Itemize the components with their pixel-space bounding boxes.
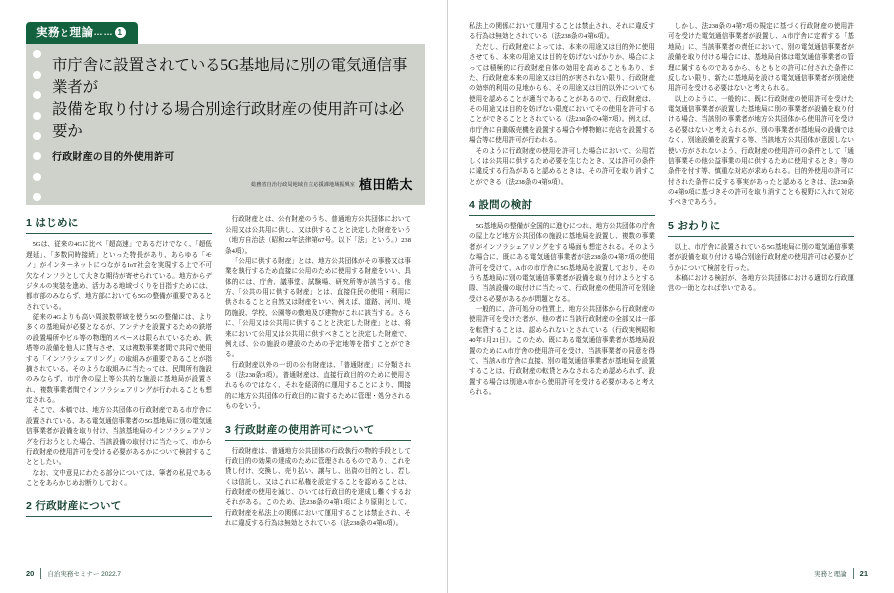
dot-rail-decoration bbox=[33, 50, 45, 201]
rail-dot-icon bbox=[33, 193, 41, 201]
rail-dot-icon bbox=[33, 132, 41, 140]
series-tab-number: 1 bbox=[115, 27, 126, 38]
paragraph: なお、文中意見にわたる部分については、筆者の私見であることをあらかじめお断りしておく。 bbox=[26, 469, 212, 487]
rail-dot-icon bbox=[33, 71, 41, 79]
right-page bbox=[447, 0, 894, 593]
section-name: 実務と理論 bbox=[814, 571, 847, 578]
article-title-line-1: 市庁舎に設置されている5G基地局に別の電気通信事業者が bbox=[52, 57, 408, 97]
right-page-footer bbox=[814, 568, 868, 579]
rail-dot-icon bbox=[33, 173, 41, 181]
paragraph: 私法上の関係において運用することは禁止され、それに違反する行為は無効とされている（法238条の4第6項）。 bbox=[469, 23, 655, 41]
page-gutter bbox=[447, 0, 448, 593]
title-block bbox=[26, 44, 425, 205]
column-1 bbox=[26, 215, 212, 529]
author-byline bbox=[52, 174, 413, 194]
section-heading-3: 3 行政財産の使用許可について bbox=[225, 422, 411, 441]
section-heading-2: 2 行政財産について bbox=[26, 498, 212, 517]
page-number: 20 bbox=[26, 569, 35, 578]
article-subtitle: 行政財産の目的外使用許可 bbox=[52, 152, 175, 164]
paragraph: 行政財産以外の一切の公有財産は、「普通財産」に分類される（法238条3項）。普通財産は、直接行政目的のために使用されるものではなく、それを経済的に運用することにより、間接的に地方公共団体の行政目的に資するために管理・処分されるものをいう。 bbox=[225, 361, 411, 411]
series-tab-label: 実務 bbox=[36, 27, 60, 39]
right-page-columns bbox=[469, 22, 868, 398]
paragraph: 本稿における検討が、各地方公共団体における適切な行政運営の一助となれば幸いである。 bbox=[668, 274, 854, 293]
series-tab-dots: …… bbox=[93, 27, 114, 37]
article-header bbox=[26, 22, 425, 205]
section-heading-5: 5 おわりに bbox=[668, 218, 854, 237]
rail-dot-icon bbox=[33, 50, 41, 58]
column-3 bbox=[469, 22, 655, 398]
left-page-columns bbox=[26, 215, 425, 529]
paragraph: ただし、行政財産によっては、本来の用途又は目的外に使用させても、本来の用途又は目的を妨げないばかりか、場合によっては積極的に行政財産自体の効用を高めることもあり、また、行政財産本来の用途又は目的が害されない限り、行政財産の効率的利用の見地からも、その用途又は目的以外についても使用を認めることが適当であることがあるので、行政財産は、その用途又は目的を妨げない限度においてその使用を許可することができることとされている（法238条の4第7項）。例えば、市庁舎に自動販売機を設置する場合や博物館に売店を設置する場合等に使用許可が行われる。 bbox=[469, 43, 655, 145]
paragraph: 「公用に供する財産」とは、地方公共団体がその事務又は事業を執行するため直接に公用のために使用する財産をいい、具体的には、庁舎、議事堂、試験場、研究所等が該当する。他方、「公共の用に供する財産」とは、直接住民の使用・利用に供されることと自然又は財産をいい、例えば、道路、河川、堤防施設、学校、公園等の敷地及び建物がこれに該当する。さらに、「公用又は公共用に供することと決定した財産」とは、将来において公用又は公共用に供すべきことと決定した財産で、例えば、公の施設の建設のための予定地等を指すことができる。 bbox=[225, 257, 411, 359]
paragraph: 5Gは、従来の4Gに比べ「超高速」であるだけでなく、「超低遅延」、「多数同時接続」といった特長があり、あらゆる「モノ」がインターネットにつながるIoT社会を実現する上で不可欠なインフラとして大きな期待が寄せられている。地方からデジタルの実装を進め、活力ある地域づくりを目指すためには、都市部のみならず、地方部においても5Gの整備が重要であるとされている。 bbox=[26, 241, 212, 311]
left-page-footer bbox=[26, 568, 121, 579]
section-heading-1: 1 はじめに bbox=[26, 215, 212, 234]
paragraph: 従来の4Gよりも高い周波数帯域を使う5Gの整備には、より多くの基地局が必要となるが、アンテナを設置するための鉄塔の設置場所やビル等の物理的スペースは限られているため、鉄塔等の設備を他人に貸与させ、又は複数事業者間で共同で使用する「インフラシェアリング」の取組みが重要であることが指摘されている。そのような取組みに当たっては、民間所有施設のみならず、市庁舎の屋上等公共的な施設に基地局が設置され、複数事業者間でインフラシェアリングが行われることも想定される。 bbox=[26, 314, 212, 404]
paragraph: 5G基地局の整備が全国的に進むにつれ、地方公共団体の庁舎の屋上など地方公共団体の施設に基地局を設置し、複数の事業者がインフラシェアリングをする場面も想定される。そのような場合に、既にある電気通信事業者が法238条の4第7項の使用許可を受けて、A市の市庁舎に5G基地局を設置しており、そのうち基地局に別の電気通信事業者が設備を取り付けようとする際、当該設備の取付けに当たって、行政財産の使用許可を別途受ける必要があるかが問題となる。 bbox=[469, 223, 655, 303]
paragraph: 以上、市庁舎に設置されている5G基地局に別の電気通信事業者が設備を取り付ける場合別途行政財産の使用許可は必要かどうかについて検討を行った。 bbox=[668, 243, 854, 272]
paragraph: そのように行政財産の使用を許可した場合において、公用若しくは公共用に供するため必要を生じたとき、又は許可の条件に違反する行為があると認めるときは、その許可を取り消すことができる（法238条の4第9項）。 bbox=[469, 147, 655, 186]
rail-dot-icon bbox=[33, 112, 41, 120]
paragraph: 以上のように、一般的に、既に行政財産の使用許可を受けた電気通信事業者が設置した基地局に別の事業者が設備を取り付ける場合、当該別の事業者が地方公共団体から使用許可を受ける必要はないと考えられるが、別の事業者が基地局の設備ではなく、別途設備を設置する等、当該地方公共団体が意図しない使い方がされないよう、行政財産の使用許可の条件として「通信事業その他公益事業の用に供するために使用するとき」等の条件を付す等、慎重な対応が求められる。目的外使用の許可に付された条件に反する事実があったと認めるときは、法238条の4第9項に基づきその許可を取り消すことも視野に入れて対応すべきであろう。 bbox=[668, 95, 854, 207]
paragraph: 一般的に、許可処分の性質上、地方公共団体から行政財産の使用許可を受けた者が、他の者に当該行政財産の全部又は一部を転貸することは、認められないとされている（行政実例昭和40年1月21日）。このため、既にある電気通信事業者が基地局設置のためにA市庁舎の使用許可を受け、当該事業者の同意を得て、当該A市庁舎に直接、別の電気通信事業者が基地局を設置することは、行政財産の転貸とみなされるため認められず、設置する場合は別途A市から使用許可を受ける必要があると考えられる。 bbox=[469, 306, 655, 396]
paragraph: 行政財産は、普通地方公共団体の行政執行の物的手段として行政目的の効果の達成のために管理されるものであり、これを貸し付け、交換し、売り払い、譲与し、出資の目的とし、若しくは信託し、又はこれに私権を設定することを認めることは、行政財産の使用を減じ、ひいては行政目的を達成し難くするおそれがある。このため、法238条の4第1項により原則として、行政財産を私法上の関係において運用することは禁止され、それに違反する行為は無効とされている（法238条の4第6項）。 bbox=[225, 447, 411, 528]
series-tab-particle: と bbox=[60, 28, 70, 38]
author-affiliation: 総務省自治行政局地域自立応援課地域振興室 bbox=[251, 182, 355, 189]
series-tab-label2: 理論 bbox=[69, 27, 94, 39]
rail-dot-icon bbox=[33, 152, 41, 160]
paragraph: 行政財産とは、公有財産のうち、普通地方公共団体において公用又は公共用に供し、又は供することと決定した財産をいう（地方自治法（昭和22年法律第67号。以下「法」という。）238条4項）。 bbox=[225, 216, 411, 255]
rail-dot-icon bbox=[33, 91, 41, 99]
paragraph: そこで、本稿では、地方公共団体の行政財産である市庁舎に設置されている、ある電気通信事業者の5G基地局に別の電気通信事業者が設備を取り付け、当該基地局のインフラシェアリングを行おうとした場合、当該設備の取付けに当たって、市から行政財産の使用許可を受ける必要があるかについて検討することとしたい。 bbox=[26, 407, 212, 467]
footer-divider bbox=[40, 568, 41, 579]
page-number: 21 bbox=[859, 569, 868, 578]
series-tab bbox=[26, 22, 138, 44]
section-heading-4: 4 設問の検討 bbox=[469, 197, 655, 216]
column-4 bbox=[668, 22, 854, 398]
article-title-line-2: 設備を取り付ける場合別途行政財産の使用許可は必要か bbox=[52, 101, 404, 141]
footer-divider bbox=[853, 568, 854, 579]
publication-name: 自治実務セミナー 2022.7 bbox=[47, 571, 122, 578]
paragraph: しかし、法238条の4第7項の規定に基づく行政財産の使用許可を受けた電気通信事業者が設置し、A市庁舎に定着する「基地局」に、当該事業者の責任において、別の電気通信事業者が設備を取り付ける場合には、基地局自体は電気通信事業者の管理に属するものであるから、もともとの許可に付された条件に反しない限り、新たに基地局を設ける電気通信事業者が別途使用許可を受ける必要はないと考えられる。 bbox=[668, 23, 854, 93]
author-name: 植田皓太 bbox=[358, 177, 413, 193]
column-2 bbox=[225, 215, 411, 529]
